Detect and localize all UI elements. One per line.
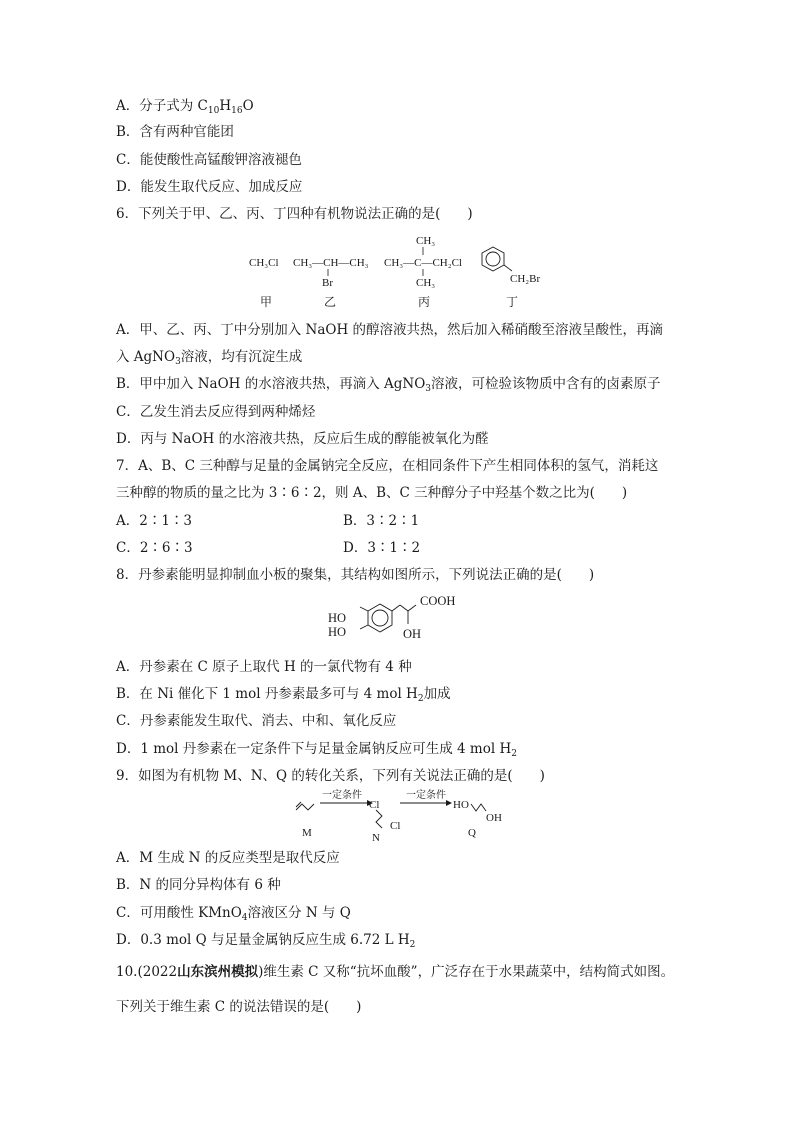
q-oh: OH — [486, 812, 502, 824]
q6-option-a-line2: 入 AgNO$_3$溶液，均有沉淀生成 — [116, 349, 303, 367]
q8-option-b: B．在 Ni 催化下 1 mol 丹参素最多可与 4 mol $H_2$加成 — [116, 686, 451, 704]
cooh-group: COOH — [420, 594, 456, 608]
bing-top-ch3: CH₃ — [416, 235, 436, 247]
q6-structures-figure — [240, 228, 560, 310]
benzene-ring — [482, 247, 512, 271]
bing-formula: CH₃—C—CH₂Cl — [384, 257, 462, 269]
q9-option-d: D．0.3 mol Q 与足量金属钠反应生成 6.72 L $H_2$ — [116, 932, 416, 950]
q9-stem: 9．如图为有机物 M、N、Q 的转化关系，下列有关说法正确的是( ) — [116, 768, 545, 784]
ho-group-1: HO — [328, 611, 347, 625]
q7-stem-line1: 7．A、B、C 三种醇与足量的金属钠完全反应，在相同条件下产生相同体积的氢气，消耗这 — [116, 458, 659, 474]
q6-option-c: C．乙发生消去反应得到两种烯烃 — [116, 404, 316, 420]
label-yi: 乙 — [324, 295, 337, 309]
q9-option-a: A．M 生成 N 的反应类型是取代反应 — [116, 850, 340, 866]
condition-1: 一定条件 — [322, 790, 362, 801]
q5-option-c: C．能使酸性高锰酸钾溶液褪色 — [116, 152, 302, 168]
danshensu-structure-figure — [320, 588, 470, 652]
bing-bottom-ch3: CH₃ — [416, 277, 436, 289]
q7-stem-line2: 三种醇的物质的量之比为 3∶6∶2，则 A、B、C 三种醇分子中羟基个数之比为( ) — [116, 485, 628, 501]
label-bing: 丙 — [418, 295, 431, 309]
molecule-q-chain — [471, 804, 486, 811]
n-cl-1: Cl — [369, 799, 380, 811]
q7-option-c: C．2∶6∶3 — [116, 540, 193, 556]
label-jia: 甲 — [260, 295, 273, 309]
q8-option-c: C．丹参素能发生取代、消去、中和、氧化反应 — [116, 713, 397, 729]
ho-group-2: HO — [328, 625, 347, 639]
molecule-m — [296, 802, 314, 810]
condition-2: 一定条件 — [406, 790, 446, 801]
q7-option-d: D．3∶1∶2 — [343, 540, 421, 556]
q5-option-d: D．能发生取代反应、加成反应 — [116, 179, 303, 195]
q5-option-a: A．分子式为 $C_{10}H_{16}O$ — [116, 98, 254, 116]
mnq-conversion-figure — [290, 790, 520, 842]
q8-stem: 8．丹参素能明显抑制血小板的聚集，其结构如图所示，下列说法正确的是( ) — [116, 567, 595, 583]
q6-option-a-line1: A．甲、乙、丙、丁中分别加入 NaOH 的醇溶液共热，然后加入稀硝酸至溶液呈酸性，再滴 — [116, 322, 664, 338]
q-ho: HO — [453, 799, 469, 811]
q10-stem-line1: 10.(2022山东滨州模拟)维生素 C 又称“抗坏血酸”，广泛存在于水果蔬菜中，结构简式如图。 — [116, 964, 675, 980]
yi-formula: CH₃—CH—CH₃ — [293, 257, 369, 269]
q9-option-b: B．N 的同分异构体有 6 种 — [116, 877, 281, 893]
yi-br: Br — [322, 277, 333, 289]
label-n: N — [372, 832, 380, 844]
q10-stem-line2: 下列关于维生素 C 的说法错误的是( ) — [116, 999, 362, 1015]
n-cl-2: Cl — [390, 820, 401, 832]
label-q: Q — [468, 827, 476, 839]
label-ding: 丁 — [506, 295, 519, 309]
label-m: M — [302, 827, 312, 839]
q6-option-b: B．甲中加入 NaOH 的水溶液共热，再滴入 AgNO$_3$溶液，可检验该物质中含有的卤素原子 — [116, 376, 661, 394]
ding-ch2br: CH₂Br — [510, 273, 541, 285]
q7-option-b: B．3∶2∶1 — [343, 513, 420, 529]
oh-group: OH — [403, 627, 422, 641]
q10-source: 山东滨州模拟 — [177, 964, 259, 980]
q7-option-a: A．2∶1∶3 — [116, 513, 193, 529]
q8-option-d: D．1 mol 丹参素在一定条件下与足量金属钠反应可生成 4 mol $H_2$ — [116, 741, 517, 759]
jia-formula: CH₃Cl — [249, 257, 279, 269]
arrow-head-2 — [446, 800, 452, 806]
q6-stem: 6．下列关于甲、乙、丙、丁四种有机物说法正确的是( ) — [116, 206, 473, 222]
q9-option-c: C．可用酸性 KMnO$_4$溶液区分 N 与 Q — [116, 905, 351, 923]
q6-option-d: D．丙与 NaOH 的水溶液共热，反应后生成的醇能被氧化为醛 — [116, 431, 489, 447]
q8-option-a: A．丹参素在 C 原子上取代 H 的一氯代物有 4 种 — [116, 659, 412, 675]
q5-option-b: B．含有两种官能团 — [116, 124, 234, 140]
molecule-n-chain — [376, 810, 382, 828]
